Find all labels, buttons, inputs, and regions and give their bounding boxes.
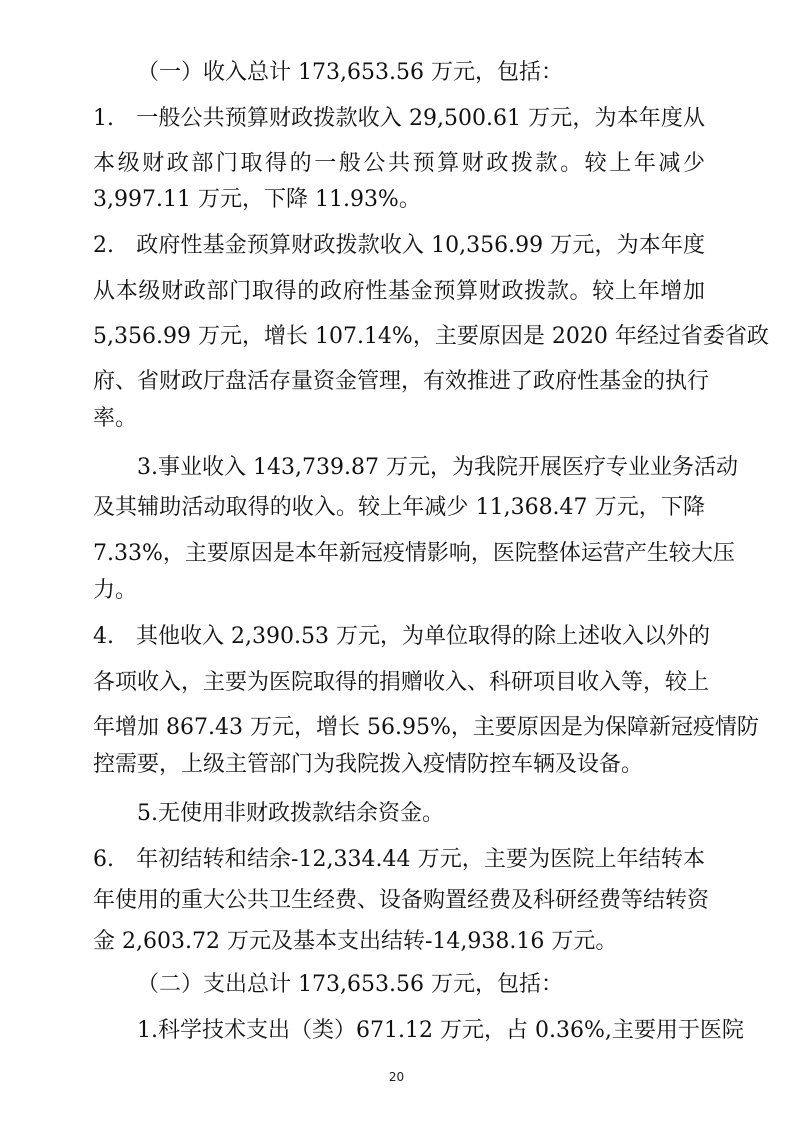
body-text-line: 3,997.11 万元，下降 11.93%。 — [93, 187, 421, 212]
body-text-line: 4. 其他收入 2,390.53 万元，为单位取得的除上述收入以外的 — [93, 624, 710, 649]
body-text-line: 本级财政部门取得的一般公共预算财政拨款。较上年减少 — [93, 151, 705, 176]
body-text-line: 从本级财政部门取得的政府性基金预算财政拨款。较上年增加 — [93, 279, 705, 304]
body-text-line: 府、省财政厅盘活存量资金管理，有效推进了政府性基金的执行 — [93, 369, 710, 394]
body-text-line: 1.科学技术支出（类）671.12 万元，占 0.36%,主要用于医院 — [137, 1018, 744, 1043]
page-number: 20 — [388, 1070, 405, 1084]
body-text-line: 1. 一般公共预算财政拨款收入 29,500.61 万元，为本年度从 — [93, 106, 705, 131]
body-text-line: 2. 政府性基金预算财政拨款收入 10,356.99 万元，为本年度 — [93, 233, 705, 258]
section-heading-income: （一）收入总计 173,653.56 万元，包括： — [137, 60, 563, 85]
body-text-line: 金 2,603.72 万元及基本支出结转-14,938.16 万元。 — [93, 929, 618, 954]
body-text-line: 3.事业收入 143,739.87 万元，为我院开展医疗专业业务活动 — [137, 455, 738, 480]
body-text-line: 及其辅助活动取得的收入。较上年减少 11,368.47 万元，下降 — [93, 495, 705, 520]
section-heading-expenditure: （二）支出总计 173,653.56 万元，包括： — [137, 972, 563, 997]
body-text-line: 年使用的重大公共卫生经费、设备购置经费及科研经费等结转资 — [93, 888, 710, 913]
body-text-line: 控需要，上级主管部门为我院拨入疫情防控车辆及设备。 — [93, 752, 644, 777]
body-text-line: 各项收入，主要为医院取得的捐赠收入、科研项目收入等，较上 — [93, 670, 710, 695]
body-text-line: 5.无使用非财政拨款结余资金。 — [137, 801, 444, 826]
body-text-line: 7.33%，主要原因是本年新冠疫情影响，医院整体运营产生较大压 — [93, 541, 735, 566]
body-text-line: 6. 年初结转和结余-12,334.44 万元，主要为医院上年结转本 — [93, 847, 705, 872]
body-text-line: 率。 — [93, 406, 138, 431]
body-text-line: 年增加 867.43 万元，增长 56.95%，主要原因是为保障新冠疫情防 — [93, 715, 759, 740]
body-text-line: 5,356.99 万元，增长 107.14%，主要原因是 2020 年经过省委省政 — [93, 324, 769, 349]
body-text-line: 力。 — [93, 578, 138, 603]
